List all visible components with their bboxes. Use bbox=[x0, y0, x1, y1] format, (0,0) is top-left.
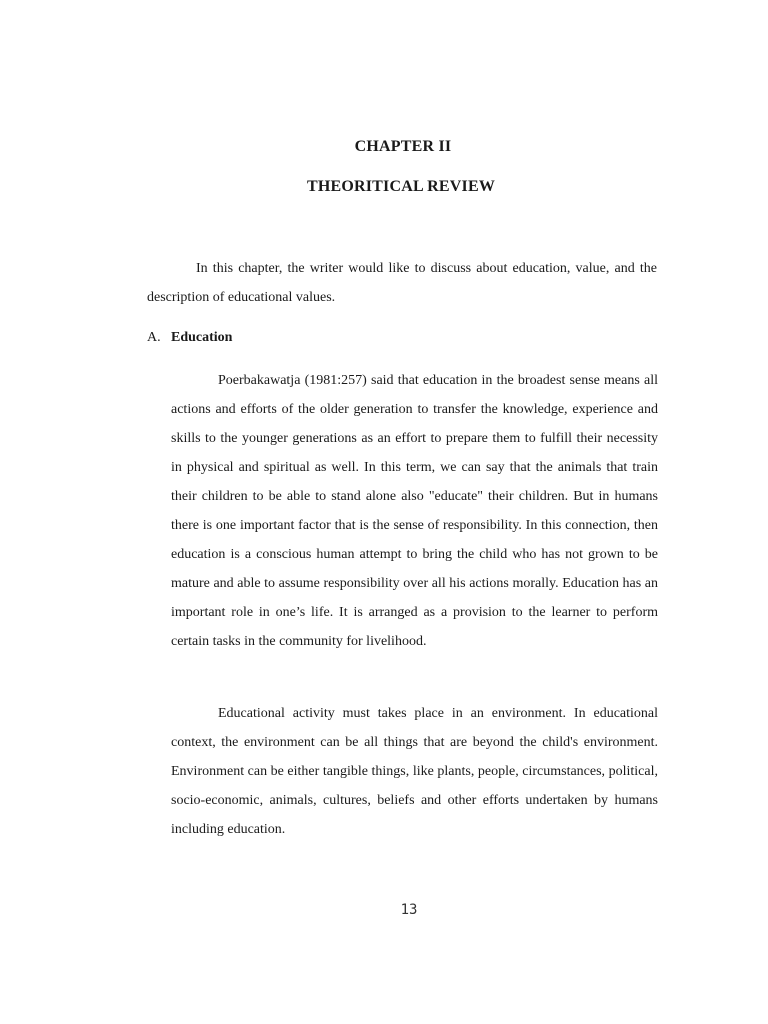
section-letter: A. bbox=[147, 330, 161, 345]
chapter-title: THEORITICAL REVIEW bbox=[306, 178, 496, 195]
body-paragraph: Educational activity must takes place in an environment. In educational context, the environment can be all things that are beyond the child's environment. Environment can be either tangible things, like plants, people, circumstances, political, socio-economic, animals, cultures, beliefs and other efforts undertaken by humans including education. bbox=[171, 706, 658, 837]
page-number: 13 bbox=[400, 902, 418, 918]
intro-paragraph: In this chapter, the writer would like to discuss about education, value, and the description of educational values. bbox=[147, 261, 657, 305]
section-heading bbox=[147, 328, 232, 348]
chapter-number: CHAPTER II bbox=[354, 138, 452, 155]
body-paragraph: Poerbakawatja (1981:257) said that education in the broadest sense means all actions and efforts of the older generation to transfer the knowledge, experience and skills to the younger generations as an effort to prepare them to fulfill their necessity in physical and spiritual as well. In this term, we can say that the animals that train their children to be able to stand alone also "educate" their children. But in humans there is one important factor that is the sense of responsibility. In this connection, then education is a conscious human attempt to bring the child who has not grown to be mature and able to assume responsibility over all his actions morally. Education has an important role in one’s life. It is arranged as a provision to the learner to perform certain tasks in the community for livelihood. bbox=[171, 373, 658, 649]
section-name: Education bbox=[171, 330, 233, 345]
